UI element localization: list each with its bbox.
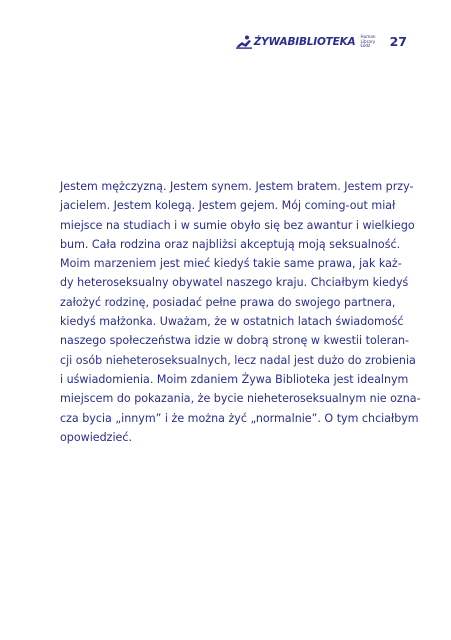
- text-line: bum. Cała rodzina oraz najbliżsi akceptują moją seksualność.: [60, 237, 401, 251]
- logo-subtitle: [360, 35, 375, 48]
- logo-subtitle-line: Library: [360, 38, 376, 44]
- text-line: miejscem do pokazania, że bycie nieheteroseksualnym nie ozna-: [60, 392, 421, 406]
- page-header: [236, 35, 407, 49]
- text-line: cza bycia „innym” i że można żyć „normalnie”. O tym chciałbym: [60, 411, 419, 425]
- text-line: cji osób nieheteroseksualnych, lecz nadal jest dużo do zrobienia: [60, 353, 416, 367]
- page-number: 27: [389, 33, 407, 49]
- text-line: dy heteroseksualny obywatel naszego kraju. Chciałbym kiedyś: [60, 276, 409, 290]
- logo-subtitle-line: Łódź: [360, 43, 371, 49]
- text-line: Jestem mężczyzną. Jestem synem. Jestem bratem. Jestem przy-: [60, 180, 414, 193]
- logo-wordmark: ŻYWABIBLIOTEKA: [253, 35, 356, 48]
- text-line: miejsce na studiach i w sumie obyło się bez awantur i wielkiego: [60, 218, 415, 232]
- body-paragraph: [60, 177, 421, 447]
- zywa-biblioteka-logo: [236, 35, 376, 49]
- logo-subtitle-line: Human: [360, 34, 376, 40]
- text-line: opowiedzieć.: [60, 430, 132, 444]
- text-line: założyć rodzinę, posiadać pełne prawa do swojego partnera,: [60, 295, 396, 309]
- text-line: naszego społeczeństwa idzie w dobrą stronę w kwestii toleran-: [60, 334, 410, 348]
- text-line: Moim marzeniem jest mieć kiedyś takie same prawa, jak każ-: [60, 257, 402, 271]
- text-line: jacielem. Jestem kolegą. Jestem gejem. Mój coming-out miał: [60, 199, 396, 213]
- text-line: kiedyś małżonka. Uważam, że w ostatnich latach świadomość: [60, 315, 404, 329]
- text-line: i uświadomienia. Moim zdaniem Żywa Biblioteka jest idealnym: [60, 372, 409, 386]
- reading-figure-icon: [236, 35, 252, 49]
